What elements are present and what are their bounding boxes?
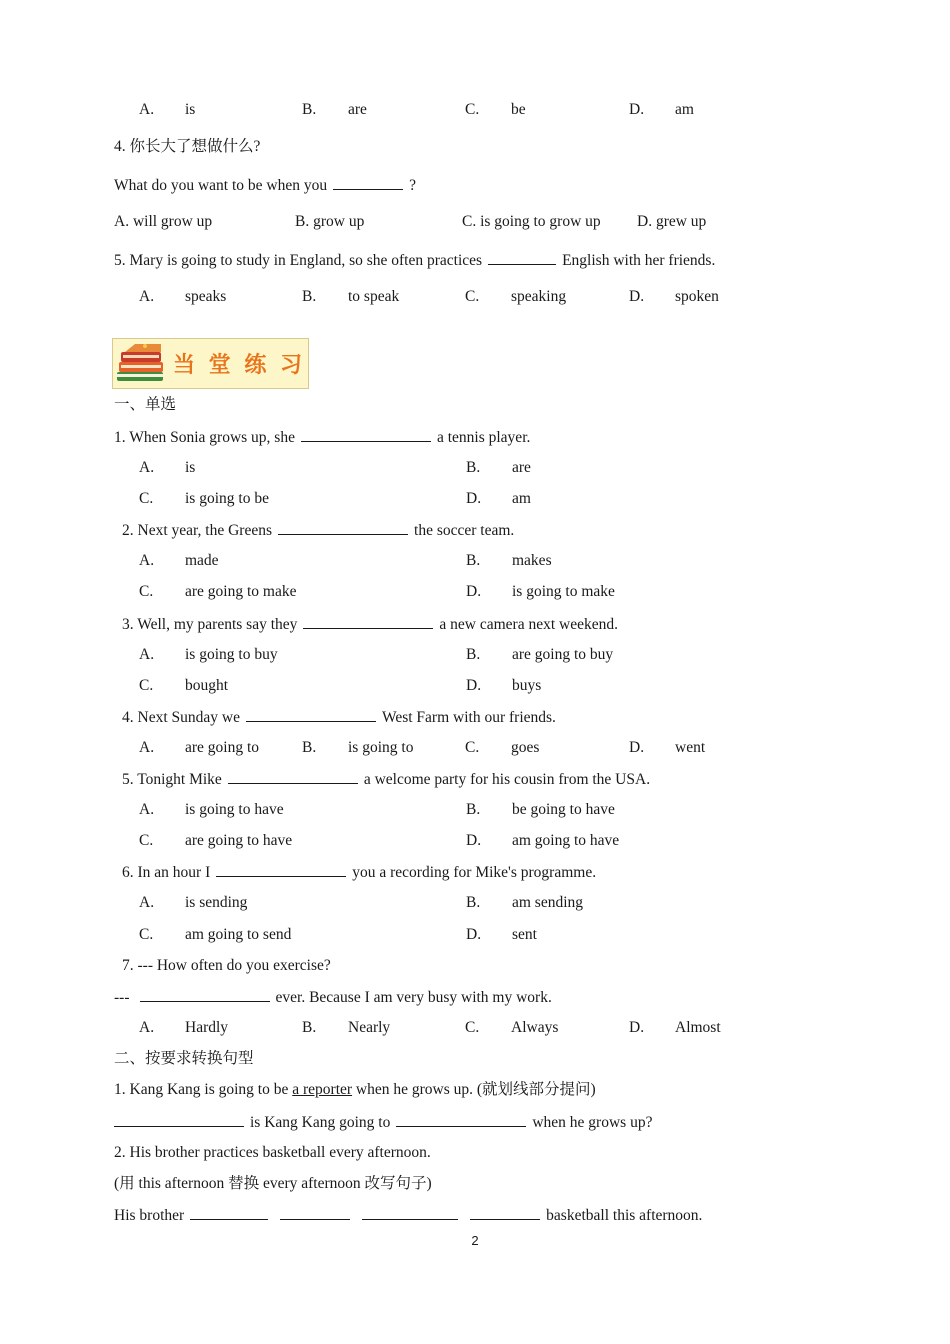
option-b: B. to speak xyxy=(302,288,400,305)
option-a: A. speaks xyxy=(139,288,227,305)
option-a: A. Hardly xyxy=(139,1019,229,1036)
question-7-answer-line: --- ever. Because I am very busy with my work. xyxy=(114,989,552,1006)
answer-blank[interactable] xyxy=(488,250,556,265)
answer-blank[interactable] xyxy=(303,614,433,629)
answer-blank[interactable] xyxy=(140,987,270,1002)
option-d: D. am xyxy=(629,101,694,118)
option-b: B. are xyxy=(302,101,367,118)
option-a: A. is going to have xyxy=(139,801,284,818)
answer-blank[interactable] xyxy=(362,1205,458,1220)
answer-blank[interactable] xyxy=(246,707,376,722)
answer-blank[interactable] xyxy=(280,1205,350,1220)
option-b: B. is going to xyxy=(302,739,414,756)
transform-answer-2: His brother basketball this afternoon. xyxy=(114,1207,703,1224)
question-5: 5. Tonight Mike a welcome party for his cousin from the USA. xyxy=(122,771,651,788)
answer-blank[interactable] xyxy=(190,1205,268,1220)
option-b: B. grow up xyxy=(295,213,365,230)
option-c: C. is going to be xyxy=(139,490,269,507)
option-d: D. went xyxy=(629,739,706,756)
question-4-sentence: What do you want to be when you ? xyxy=(114,177,416,194)
answer-blank[interactable] xyxy=(216,862,346,877)
question-3: 3. Well, my parents say they a new camera next weekend. xyxy=(122,616,618,633)
option-d: D. buys xyxy=(466,677,542,694)
option-c: C. is going to grow up xyxy=(462,213,601,230)
option-a: A. is xyxy=(139,101,196,118)
question-4-title: 4. 你长大了想做什么? xyxy=(114,138,261,155)
answer-blank[interactable] xyxy=(301,427,431,442)
transform-question-1: 1. Kang Kang is going to be a reporter when he grows up. (就划线部分提问) xyxy=(114,1081,596,1098)
option-c: C. be xyxy=(465,101,526,118)
option-a: A. is going to buy xyxy=(139,646,278,663)
option-a: A. made xyxy=(139,552,219,569)
option-a: A. is xyxy=(139,459,196,476)
option-a: A. are going to xyxy=(139,739,260,756)
page-number: 2 xyxy=(471,1233,479,1248)
section-2-heading: 二、按要求转换句型 xyxy=(114,1050,254,1067)
question-1: 1. When Sonia grows up, she a tennis player. xyxy=(114,429,531,446)
option-d: D. is going to make xyxy=(466,583,615,600)
option-d: D. sent xyxy=(466,926,537,943)
option-c: C. am going to send xyxy=(139,926,292,943)
option-c: C. are going to make xyxy=(139,583,297,600)
option-b: B. are going to buy xyxy=(466,646,614,663)
option-c: C. bought xyxy=(139,677,229,694)
practice-banner xyxy=(112,338,309,389)
books-icon xyxy=(112,338,309,389)
option-d: D. grew up xyxy=(637,213,707,230)
answer-blank[interactable] xyxy=(278,520,408,535)
option-a: A. will grow up xyxy=(114,213,213,230)
option-a: A. is sending xyxy=(139,894,248,911)
option-b: B. makes xyxy=(466,552,552,569)
option-c: C. Always xyxy=(465,1019,559,1036)
section-1-heading: 一、单选 xyxy=(114,396,177,413)
answer-blank[interactable] xyxy=(228,769,358,784)
option-b: B. am sending xyxy=(466,894,584,911)
option-d: D. spoken xyxy=(629,288,719,305)
option-c: C. goes xyxy=(465,739,540,756)
answer-blank[interactable] xyxy=(114,1112,244,1127)
question-4: 4. Next Sunday we West Farm with our friends. xyxy=(122,709,556,726)
question-6: 6. In an hour I you a recording for Mike's programme. xyxy=(122,864,597,881)
underlined-phrase: a reporter xyxy=(292,1081,353,1098)
option-c: C. are going to have xyxy=(139,832,293,849)
question-5-sentence: 5. Mary is going to study in England, so she often practices English with her friends. xyxy=(114,252,716,269)
option-b: B. Nearly xyxy=(302,1019,391,1036)
answer-blank[interactable] xyxy=(470,1205,540,1220)
option-b: B. be going to have xyxy=(466,801,615,818)
transform-question-2: 2. His brother practices basketball every afternoon. xyxy=(114,1144,431,1161)
question-2: 2. Next year, the Greens the soccer team. xyxy=(122,522,515,539)
transform-instruction-2: (用 this afternoon 替换 every afternoon 改写句子) xyxy=(114,1175,432,1192)
option-d: D. am xyxy=(466,490,531,507)
answer-blank[interactable] xyxy=(396,1112,526,1127)
option-d: D. Almost xyxy=(629,1019,721,1036)
option-b: B. are xyxy=(466,459,531,476)
banner-text: 当 堂 练 习 xyxy=(173,353,305,378)
option-d: D. am going to have xyxy=(466,832,620,849)
question-7: 7. --- How often do you exercise? xyxy=(122,957,331,974)
transform-answer-1: is Kang Kang going to when he grows up? xyxy=(114,1112,652,1133)
option-c: C. speaking xyxy=(465,288,567,305)
answer-blank[interactable] xyxy=(333,175,403,190)
